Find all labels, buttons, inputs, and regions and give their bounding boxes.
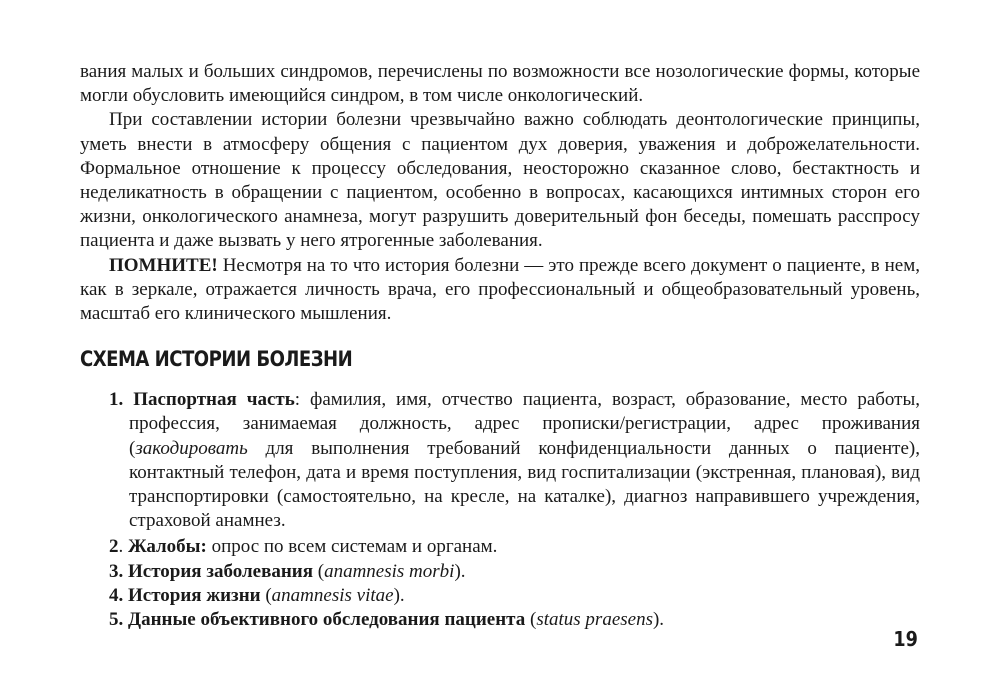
paragraph-1-text: вания малых и больших синдромов, перечислены по возможности все нозологические формы, которые могли обусловить имеющийся синдром, в том числе онкологический. [80, 61, 920, 107]
item-5-title: 5. Данные объективного обследования пациента [109, 609, 526, 631]
item-1-text-a: : фамилия, имя, отчество пациента, возраст, образование, место работы, профессия, занимаемая должность, адрес прописки/регистрации, адрес проживания ( [129, 389, 920, 459]
paragraph-2-text: При составлении истории болезни чрезвычайно важно соблюдать деонтологические принципы, уметь внести в атмосферу общения с пациентом дух доверия, уважения и доброжелательности. Формальное отношение к процессу обследования, неосторожно сказанное слово, бестактность и неделикатность в обращении с пациентом, особенно в вопросах, касающихся интимных сторон его жизни, онкологического анамнеза, могут разрушить доверительный фон беседы, помешать расспросу пациента и даже вызвать у него ятрогенные заболевания. [80, 109, 920, 252]
list-item-passport [80, 388, 920, 533]
list-item-status-praesens [80, 608, 920, 632]
item-2-dot: . [118, 536, 128, 558]
paragraph-deontology [80, 108, 920, 253]
item-5-close: ). [652, 609, 665, 631]
list-item-anamnesis-vitae [80, 584, 920, 608]
paragraph-3-text: Несмотря на то что история болезни — это прежде всего документ о пациенте, в нем, как в зеркале, отражается личность врача, его профессиональный и общеобразовательный уровень, масштаб его клинического мышления. [80, 254, 920, 325]
item-4-close: ). [393, 584, 405, 606]
item-2-title: Жалобы: [128, 536, 207, 558]
item-3-title: 3. История заболевания [109, 560, 313, 582]
remember-label: ПОМНИТЕ! [109, 254, 218, 276]
item-1-text-b: для выполнения требований конфиденциальности данных о пациенте), контактный телефон, дата и время поступления, вид госпитализации (экстренная, плановая), вид транспортировки (самостоятельно, на кресле, на каталке), диагноз направившего учреждения, страховой анамнез. [129, 437, 920, 532]
item-3-italic: anamnesis morbi [324, 560, 455, 582]
list-item-complaints [80, 535, 920, 559]
item-3-open: ( [313, 560, 325, 582]
item-2-number: 2 [109, 536, 119, 558]
item-1-italic: закодировать [135, 437, 248, 459]
item-5-italic: status praesens [536, 609, 653, 631]
item-5-open: ( [525, 609, 537, 631]
paragraph-remember [80, 254, 920, 327]
item-1-number: 1. [109, 389, 124, 411]
list-item-anamnesis-morbi [80, 560, 920, 584]
item-4-open: ( [260, 584, 272, 606]
section-heading: СХЕМА ИСТОРИИ БОЛЕЗНИ [80, 347, 353, 372]
page-content [80, 60, 920, 660]
item-2-text: опрос по всем системам и органам. [206, 536, 498, 558]
item-3-close: ). [454, 560, 466, 582]
item-4-title: 4. История жизни [109, 584, 261, 606]
history-scheme-list [80, 388, 920, 632]
item-1-title: Паспортная часть [133, 389, 295, 411]
page-number: 19 [893, 627, 918, 651]
paragraph-continuation [80, 60, 920, 108]
item-4-italic: anamnesis vitae [271, 584, 394, 606]
